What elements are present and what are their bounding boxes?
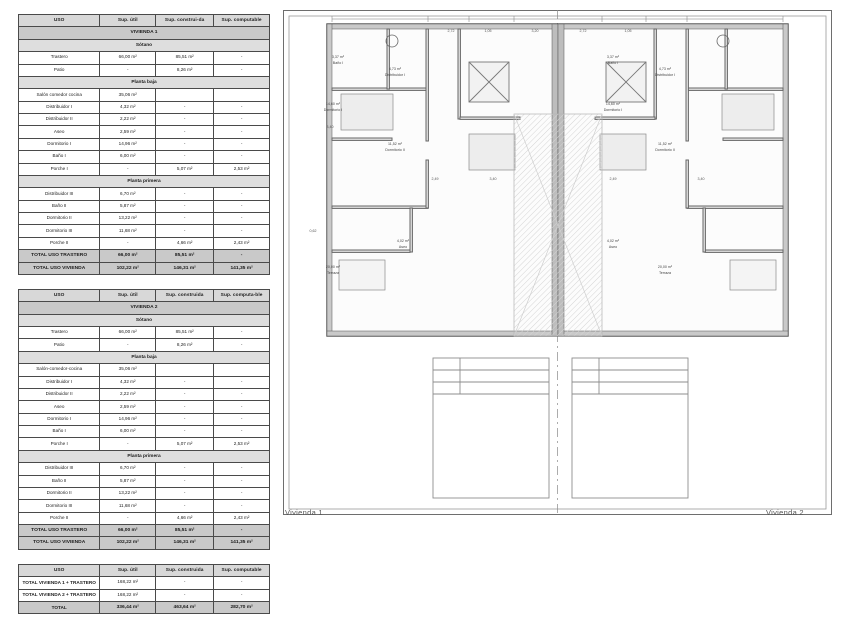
col-sup-util: Sup. útil bbox=[100, 289, 156, 301]
room-label: Dormitorio II bbox=[385, 148, 405, 152]
room-label: 20,00 m² bbox=[657, 265, 673, 269]
surface-tables-column bbox=[18, 14, 270, 628]
table-row: Porche I - 5,07 m² 2,53 m² bbox=[19, 438, 270, 450]
table-row: Patio - 8,26 m² - bbox=[19, 339, 270, 351]
table-vivienda-2 bbox=[18, 289, 270, 550]
table-row: Porche II - 4,66 m² 2,43 m² bbox=[19, 237, 270, 249]
col-sup-construida: Sup. construida bbox=[156, 289, 214, 301]
table-row: Porche I - 5,07 m² 2,53 m² bbox=[19, 163, 270, 175]
dimension-label: 3,40 bbox=[489, 177, 497, 181]
room-label: Dormitorio I bbox=[323, 108, 343, 112]
room-label: 11,52 m² bbox=[388, 142, 402, 146]
room-label: Distribuidor I bbox=[384, 73, 406, 77]
table-row: TOTAL VIVIENDA 2 + TRASTERO 168,22 m² - - bbox=[19, 589, 270, 601]
room-label: 4,02 m² bbox=[606, 239, 620, 243]
table-row-total: TOTAL USO TRASTERO 66,00 m² 85,51 m² - bbox=[19, 250, 270, 262]
plan-text-layer bbox=[283, 10, 832, 515]
table-row: Trastero 66,00 m² 85,51 m² - bbox=[19, 52, 270, 64]
room-label: Aseo bbox=[398, 245, 408, 249]
room-label: 11,52 m² bbox=[658, 142, 672, 146]
col-sup-computable: Sup. computable bbox=[214, 15, 270, 27]
room-label: Baño I bbox=[332, 61, 344, 65]
dimension-label: 3,20 bbox=[531, 29, 539, 33]
floor-plan-drawing bbox=[283, 10, 832, 515]
table-row: Dormitorio I 14,96 m² - - bbox=[19, 413, 270, 425]
room-label: Terraza bbox=[659, 271, 671, 275]
dimension-label: 0,62 bbox=[309, 229, 317, 233]
table-row: VIVIENDA 2 bbox=[19, 302, 270, 314]
table-row: Porche II - 4,66 m² 2,43 m² bbox=[19, 512, 270, 524]
table-row: Sótano bbox=[19, 39, 270, 51]
col-uso: USO bbox=[19, 15, 100, 27]
table-row: Distribuidor I 4,32 m² - - bbox=[19, 376, 270, 388]
table-row: Baño I 6,00 m² - - bbox=[19, 426, 270, 438]
table-row: Baño I 6,00 m² - - bbox=[19, 151, 270, 163]
table-row: Aseo 2,59 m² - - bbox=[19, 126, 270, 138]
table-row: Baño II 5,87 m² - - bbox=[19, 475, 270, 487]
col-sup-util: Sup. útil bbox=[100, 15, 156, 27]
room-label: 4,73 m² bbox=[658, 67, 672, 71]
room-label: 14,60 m² bbox=[325, 102, 341, 106]
table-row: Dormitorio II 13,22 m² - - bbox=[19, 487, 270, 499]
room-label: 3,37 m² bbox=[606, 55, 620, 59]
room-label: 20,00 m² bbox=[325, 265, 341, 269]
table-header-row bbox=[19, 289, 270, 301]
dimension-label: 1,05 bbox=[624, 29, 632, 33]
room-label: Baño I bbox=[607, 61, 619, 65]
table-row: Trastero 66,00 m² 85,51 m² - bbox=[19, 327, 270, 339]
col-sup-util: Sup. útil bbox=[100, 564, 156, 576]
table-header-row bbox=[19, 564, 270, 576]
table-row: Planta baja bbox=[19, 76, 270, 88]
table-row: Salón-comedor-cocina 35,06 m² bbox=[19, 364, 270, 376]
room-label: Dormitorio I bbox=[603, 108, 623, 112]
table-row-total: TOTAL USO TRASTERO 66,00 m² 85,51 m² - bbox=[19, 525, 270, 537]
table-row: Dormitorio I 14,96 m² - - bbox=[19, 138, 270, 150]
table-row: Planta baja bbox=[19, 351, 270, 363]
table-row-total: TOTAL USO VIVIENDA 102,22 m² 146,31 m² 141,35 m² bbox=[19, 537, 270, 549]
dimension-label: 2,72 bbox=[579, 29, 587, 33]
table-row: Salón comedor cocina 35,06 m² bbox=[19, 89, 270, 101]
table-row: VIVIENDA 1 bbox=[19, 27, 270, 39]
col-sup-computable: Sup. computa-ble bbox=[214, 289, 270, 301]
caption-vivienda-1: Vivienda 1 bbox=[285, 508, 323, 517]
table-totales bbox=[18, 564, 270, 615]
table-row: Aseo 2,59 m² - - bbox=[19, 401, 270, 413]
col-sup-computable: Sup. computable bbox=[214, 564, 270, 576]
table-row: Dormitorio III 11,68 m² - - bbox=[19, 225, 270, 237]
table-row: Planta primera bbox=[19, 175, 270, 187]
col-uso: USO bbox=[19, 289, 100, 301]
room-label: Dormitorio II bbox=[655, 148, 675, 152]
dimension-label: 2,72 bbox=[447, 29, 455, 33]
table-vivienda-1 bbox=[18, 14, 270, 275]
room-label: 4,73 m² bbox=[388, 67, 402, 71]
caption-vivienda-2: Vivienda 2 bbox=[766, 508, 804, 517]
table-row: Planta primera bbox=[19, 450, 270, 462]
room-label: 3,37 m² bbox=[331, 55, 345, 59]
room-label: 4,02 m² bbox=[396, 239, 410, 243]
col-uso: USO bbox=[19, 564, 100, 576]
dimension-label: 1,05 bbox=[484, 29, 492, 33]
table-row: Baño II 5,87 m² - - bbox=[19, 200, 270, 212]
room-label: Terraza bbox=[327, 271, 339, 275]
table-row: Distribuidor II 2,22 m² - - bbox=[19, 388, 270, 400]
room-label: Aseo bbox=[608, 245, 618, 249]
table-row: Sótano bbox=[19, 314, 270, 326]
table-row-total: TOTAL 336,44 m² 463,64 m² 282,70 m² bbox=[19, 601, 270, 613]
table-row: TOTAL VIVIENDA 1 + TRASTERO 168,22 m² - - bbox=[19, 577, 270, 589]
table-row: Distribuidor III 6,70 m² - - bbox=[19, 463, 270, 475]
room-label: Distribuidor I bbox=[654, 73, 676, 77]
table-row: Dormitorio III 11,68 m² - - bbox=[19, 500, 270, 512]
table-row: Distribuidor III 6,70 m² - - bbox=[19, 188, 270, 200]
dimension-label: 2,49 bbox=[609, 177, 617, 181]
col-sup-construida: Sup. construida bbox=[156, 564, 214, 576]
table-row-total: TOTAL USO VIVIENDA 102,22 m² 146,31 m² 141,35 m² bbox=[19, 262, 270, 274]
dimension-label: 2,49 bbox=[431, 177, 439, 181]
dimension-label: 3,40 bbox=[326, 125, 334, 129]
dimension-label: 3,40 bbox=[697, 177, 705, 181]
room-label: 14,60 m² bbox=[605, 102, 621, 106]
col-sup-construida: Sup. construi-da bbox=[156, 15, 214, 27]
table-row: Patio - 8,26 m² - bbox=[19, 64, 270, 76]
table-row: Distribuidor I 4,32 m² - - bbox=[19, 101, 270, 113]
table-header-row bbox=[19, 15, 270, 27]
table-row: Distribuidor II 2,22 m² - - bbox=[19, 114, 270, 126]
table-row: Dormitorio II 13,22 m² - - bbox=[19, 213, 270, 225]
